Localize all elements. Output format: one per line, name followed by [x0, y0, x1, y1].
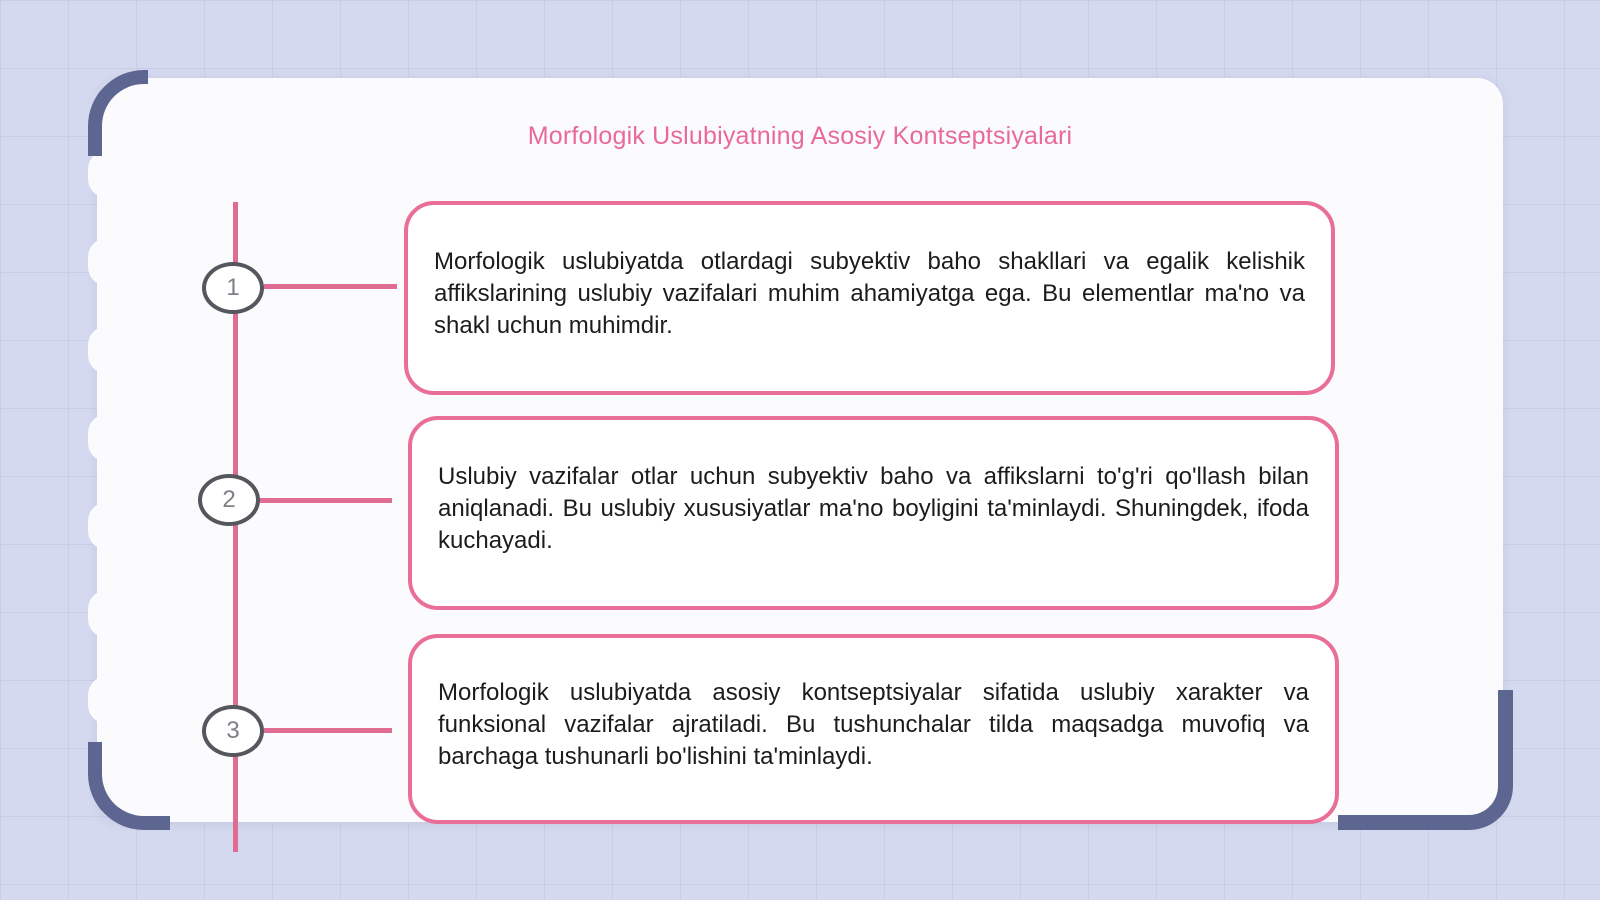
- step-number-1: 1: [202, 262, 264, 314]
- concept-text-2: Uslubiy vazifalar otlar uchun subyektiv baho va affikslarni to'g'ri qo'llash bilan aniqlanadi. Bu uslubiy xususiyatlar ma'no boyligini ta'minlaydi. Shuningdek, ifoda kuchayadi.: [438, 463, 1309, 554]
- paper-edge-tab: [88, 414, 126, 462]
- concept-card-2: [408, 416, 1339, 610]
- concept-text-1: Morfologik uslubiyatda otlardagi subyektiv baho shakllari va egalik kelishik affikslarining uslubiy vazifalari muhim ahamiyatga ega. Bu elementlar ma'no va shakl uchun muhimdir.: [434, 248, 1305, 339]
- paper-edge-tab: [88, 238, 126, 286]
- concept-text-3: Morfologik uslubiyatda asosiy kontseptsiyalar sifatida uslubiy xarakter va funksional vazifalar ajratiladi. Bu tushunchalar tilda maqsadga muvofiq va barchaga tushunarli bo'lishini ta'minlaydi.: [438, 679, 1309, 770]
- timeline-connector: [264, 728, 392, 733]
- corner-bracket-bottom-left: [88, 742, 170, 830]
- timeline-connector: [260, 498, 392, 503]
- paper-edge-tab: [88, 150, 126, 198]
- slide-title: Morfologik Uslubiyatning Asosiy Kontseptsiyalari: [527, 122, 1073, 150]
- concept-card-1: [404, 201, 1335, 395]
- paper-edge-tab: [88, 502, 126, 550]
- paper-edge-tab: [88, 590, 126, 638]
- step-number-3: 3: [202, 705, 264, 757]
- concept-card-3: [408, 634, 1339, 824]
- paper-edge-tab: [88, 326, 126, 374]
- step-number-2: 2: [198, 474, 260, 526]
- corner-bracket-bottom-right: [1338, 690, 1513, 830]
- paper-edge-tab: [88, 676, 126, 724]
- corner-bracket-top-left: [88, 70, 148, 156]
- timeline-connector: [264, 284, 397, 289]
